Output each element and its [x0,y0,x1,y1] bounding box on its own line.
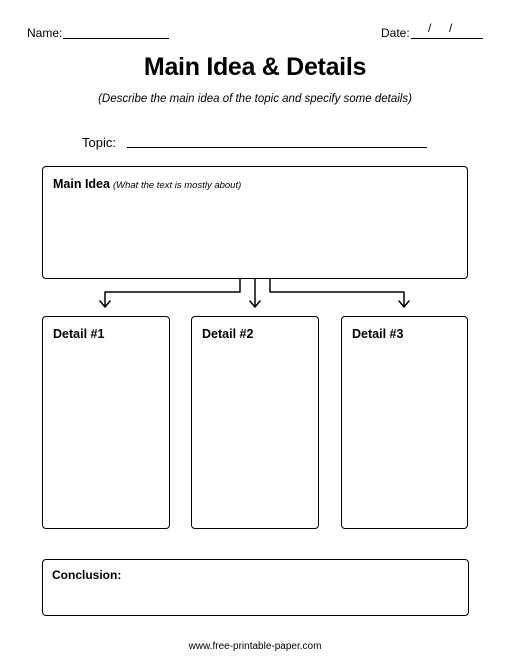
detail-3-label: Detail #3 [352,327,404,341]
footer-url: www.free-printable-paper.com [188,641,322,652]
page-title: Main Idea & Details [143,53,367,81]
conclusion-box[interactable] [42,559,469,616]
date-label: Date: [381,26,410,40]
main-idea-label: Main Idea [53,177,110,191]
detail-box-1[interactable] [42,316,170,529]
main-idea-hint: (What the text is mostly about) [112,180,242,191]
arrow-to-detail-3 [270,279,409,307]
detail-box-2[interactable] [191,316,319,529]
arrow-to-detail-2 [250,279,260,307]
detail-2-label: Detail #2 [202,327,254,341]
date-separator-2: / [449,21,453,35]
date-separator-1: / [428,21,432,35]
arrow-to-detail-1 [100,279,240,307]
name-label: Name: [27,26,63,40]
conclusion-label: Conclusion: [52,568,122,582]
page-subtitle: (Describe the main idea of the topic and specify some details) [98,93,412,105]
detail-box-3[interactable] [341,316,468,529]
detail-1-label: Detail #1 [53,327,105,341]
topic-label: Topic: [82,135,116,150]
